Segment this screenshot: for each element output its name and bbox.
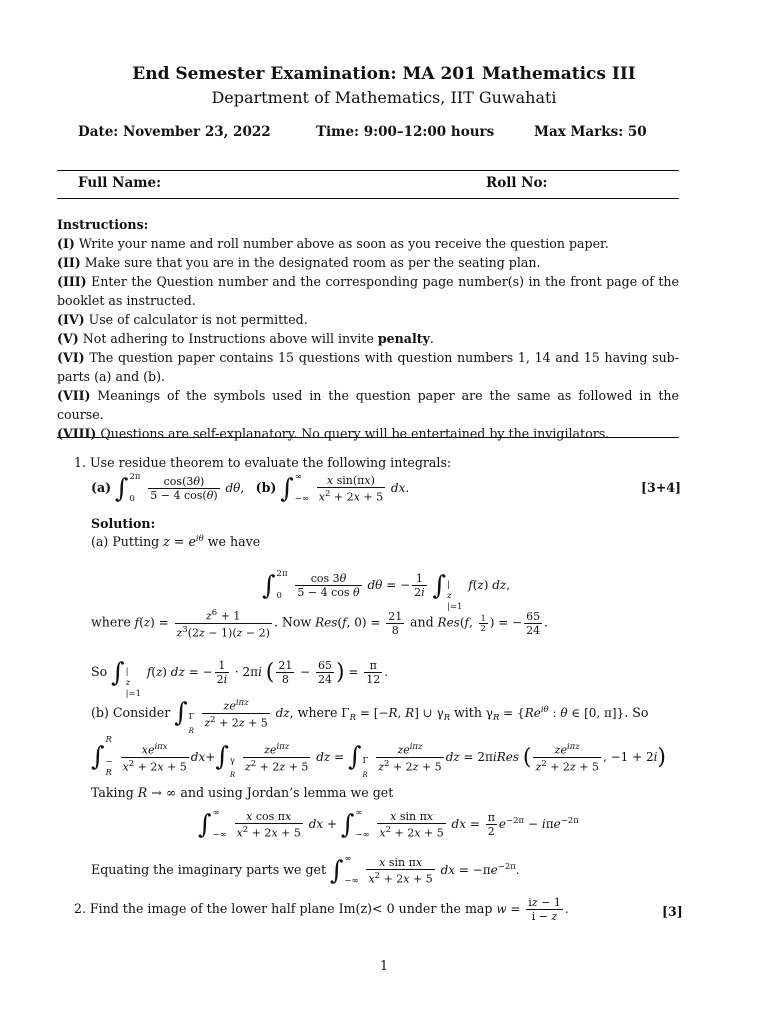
equation: (b) Consider ∫ Γ $_R$ $\frac{ze^{i\pi z}}{z^2 + 2z + 5}$ dz, where $\Gamma_R = [-R$, R] ∪ $\gamma_R$ with $\gamma_R = \{Re^{i\theta}$ : θ ∈ [0, π]}. So xyxy=(91,698,649,735)
question-2-marks: [3] xyxy=(662,904,683,919)
equation: So ∫ | z |=1 f(z) dz = − $\frac{1}{2i}$ · 2πi ( $\frac{21}{8}$ − $\frac{65}{24}$ ) = $\frac{\pi}{12}$ . xyxy=(91,657,389,699)
instruction-item: (VIII) Questions are self-explanatory. No query will be entertained by the invigilators. xyxy=(57,426,610,441)
roll-no-label: Roll No: xyxy=(486,175,548,191)
question-1-integrals: (a) ∫ 2π 0 $\frac{\cos(3\theta)}{5 - 4 \cos(\theta)}$ dθ, (b) ∫ ∞ −∞ $\frac{\text{x sin(πx)}}{x^2 + 2x + 5}$ dx. xyxy=(91,472,410,504)
instructions xyxy=(57,215,679,443)
max-marks: Max Marks: 50 xyxy=(534,124,647,140)
instruction-item: (III) Enter the Question number and the corresponding page number(s) in the front page of the booklet as instructed. xyxy=(57,274,679,308)
equation: ∫ ∞ −∞ $\frac{\text{x cos πx}}{x^2 + 2x + 5}$ dx + ∫ ∞ −∞ $\frac{\text{x sin πx}}{x^2 + 2x + 5}$ dx = $\frac{\pi}{2}$ $e^{-2\pi} - i\pi e^{-2\pi}$ xyxy=(198,808,579,840)
equation: ∫ 2π 0 $\frac{\cos 3\theta}{\text{5 − 4 cos θ}}$ dθ = − $\frac{1}{2i}$ ∫ | z |=1 f(z) dz, xyxy=(262,569,511,612)
instruction-item: (VII) Meanings of the symbols used in the question paper are the same as followed in the course. xyxy=(57,388,679,422)
instructions-heading: Instructions: xyxy=(57,217,149,232)
solution-label: Solution: xyxy=(91,516,156,531)
equation: Equating the imaginary parts we get ∫ ∞ −∞ $\frac{\text{x sin πx}}{x^2 + 2x + 5}$ dx = $-\pi e^{-2\pi}$. xyxy=(91,854,520,886)
divider xyxy=(57,170,679,171)
instruction-item: (II) Make sure that you are in the designated room as per the seating plan. xyxy=(57,255,541,270)
instruction-item: (I) Write your name and roll number above as soon as you receive the question paper. xyxy=(57,236,609,251)
instruction-item: (IV) Use of calculator is not permitted. xyxy=(57,312,308,327)
exam-title: End Semester Examination: MA 201 Mathematics III xyxy=(132,64,636,84)
equation: where f(z) = $\frac{z^6 + 1}{z^3(2z - 1)(z - 2)}$ . Now Res(f, 0) = $\frac{21}{8}$ and Res(f, $\frac{1}{2}$ ) = − $\frac{65}{24}$ . xyxy=(91,608,548,640)
instruction-item: (VI) The question paper contains 15 questions with question numbers 1, 14 and 15 having sub-parts (a) and (b). xyxy=(57,350,679,384)
question-1-prompt: 1. Use residue theorem to evaluate the following integrals: xyxy=(74,455,452,470)
full-name-label: Full Name: xyxy=(78,175,162,191)
question-1-marks: [3+4] xyxy=(641,480,681,495)
page-number: 1 xyxy=(379,958,388,973)
exam-date: Date: November 23, 2022 xyxy=(78,124,271,140)
exam-time: Time: 9:00–12:00 hours xyxy=(316,124,495,140)
equation: ∫ R − R $\frac{xe^{i\pi x}}{x^2 + 2x + 5}$ dx+∫ γ $_R$ $\frac{ze^{i\pi z}}{z^2 + 2z + 5}$ dz = ∫ Γ $_R$ $\frac{ze^{i\pi z}}{z^2 + 2z + 5}$ dz = 2πiRes ( $\frac{ze^{i\pi z}}{z^2 + 2z + 5}$ , −1 + 2i) xyxy=(91,735,667,779)
divider xyxy=(57,437,679,438)
solution-a-intro: (a) Putting $z = e^{i\theta}$ we have xyxy=(91,534,261,550)
instruction-item: (V) Not adhering to Instructions above will invite penalty. xyxy=(57,331,434,346)
department: Department of Mathematics, IIT Guwahati xyxy=(211,88,557,107)
question-2-prompt: 2. Find the image of the lower half plane Im(z)< 0 under the map w = $\frac{iz - 1}{i - z}$ . xyxy=(74,896,569,923)
solution-taking: Taking R → ∞ and using Jordan’s lemma we get xyxy=(91,785,394,800)
divider xyxy=(57,198,679,199)
